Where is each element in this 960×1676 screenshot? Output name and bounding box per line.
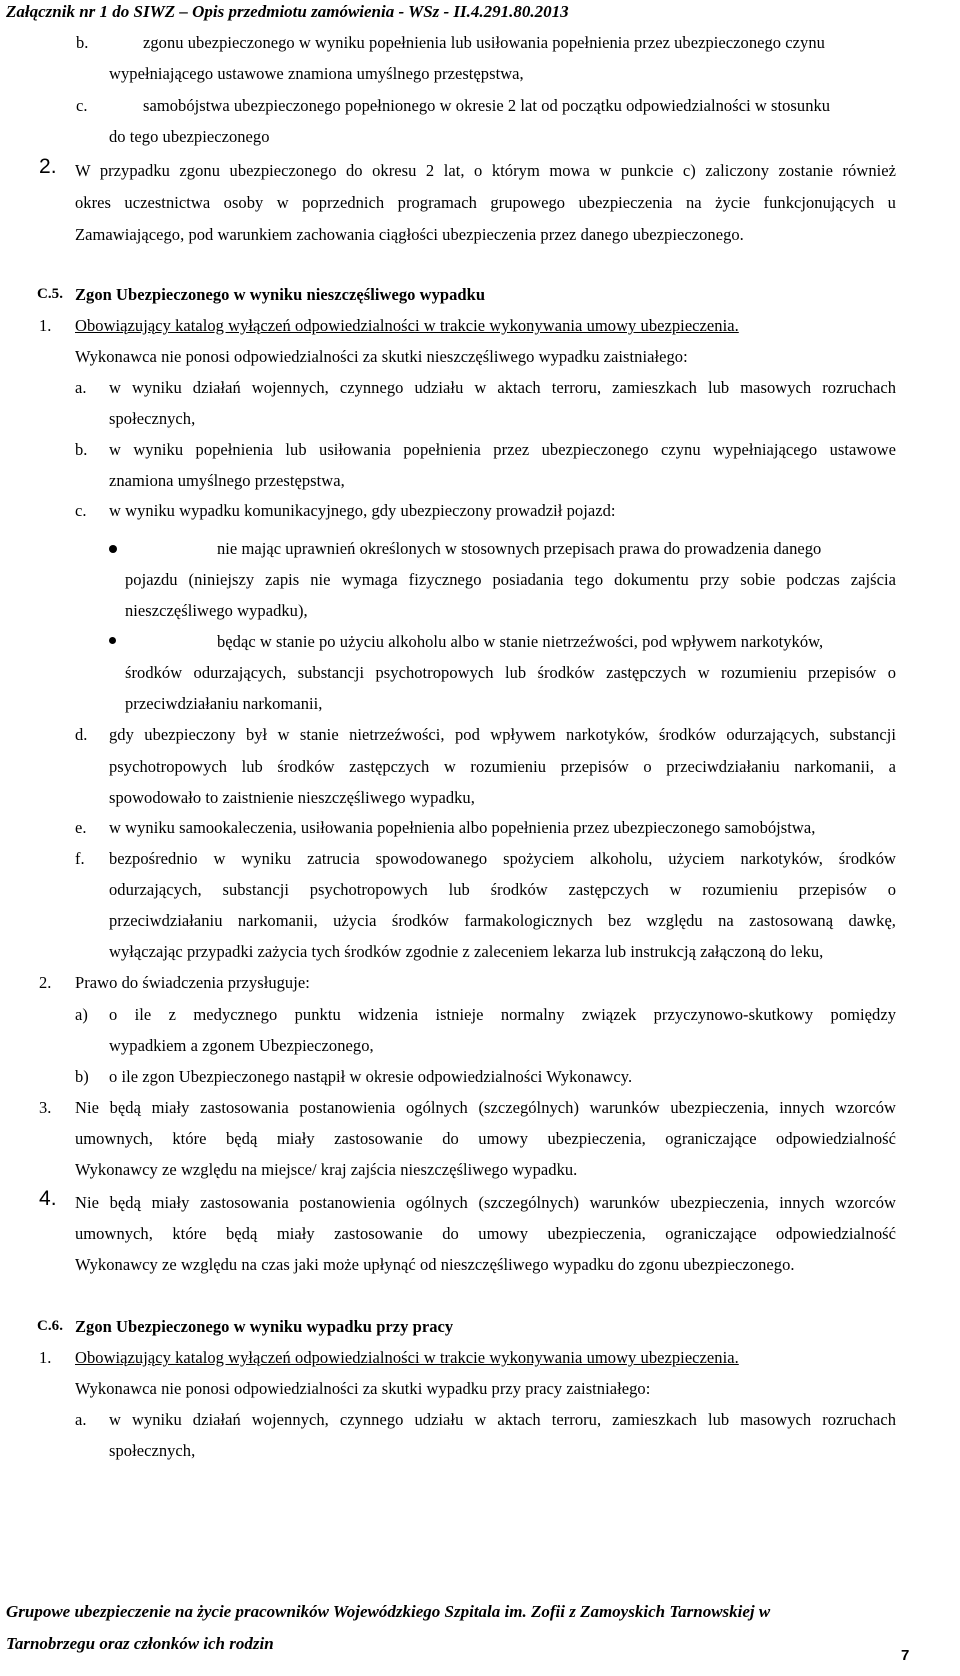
text-line: o ile zgon Ubezpieczonego nastąpił w okresie odpowiedzialności Wykonawcy. xyxy=(109,1067,633,1086)
text-line: w wyniku działań wojennych, czynnego udziału w aktach terroru, zamieszkach lub masowych rozruchach xyxy=(109,378,896,397)
text-line: Wykonawca nie ponosi odpowiedzialności za skutki wypadku przy pracy zaistniałego: xyxy=(75,1379,651,1398)
paragraph-number: 2. xyxy=(39,155,57,178)
text-line: w wyniku wypadku komunikacyjnego, gdy ubezpieczony prowadził pojazd: xyxy=(109,501,616,520)
text-line: nie mając uprawnień określonych w stosownych przepisach prawa do prowadzenia danego xyxy=(217,539,822,558)
list-marker: a. xyxy=(75,1410,87,1429)
text-line: w wyniku działań wojennych, czynnego udziału w aktach terroru, zamieszkach lub masowych rozruchach xyxy=(109,1410,896,1429)
paragraph-number: 3. xyxy=(39,1098,52,1117)
bullet-icon xyxy=(109,545,117,553)
text-line: odurzających, substancji psychotropowych lub środków zastępczych w rozumieniu przepisów o xyxy=(109,880,896,899)
paragraph-title: Obowiązujący katalog wyłączeń odpowiedzialności w trakcie wykonywania umowy ubezpieczenia. xyxy=(75,316,739,335)
list-marker: b) xyxy=(75,1067,89,1086)
text-line: przeciwdziałaniu narkomanii, xyxy=(125,694,323,713)
text-line: okres uczestnictwa osoby w poprzednich programach grupowego ubezpieczenia na życie funkcjonujących u xyxy=(75,193,896,212)
text-line: przeciwdziałaniu narkomanii, użycia środków farmakologicznych bez względu na zastosowaną dawkę, xyxy=(109,911,896,930)
text-line: w wyniku popełnienia lub usiłowania popełnienia przez ubezpieczonego czynu wypełniającego ustawowe xyxy=(109,440,896,459)
text-line: w wyniku samookaleczenia, usiłowania popełnienia albo popełnienia przez ubezpieczonego samobójstwa, xyxy=(109,818,816,837)
paragraph-number: 4. xyxy=(39,1187,57,1210)
page-header: Załącznik nr 1 do SIWZ – Opis przedmiotu zamówienia - WSz - II.4.291.80.2013 xyxy=(6,2,569,21)
text-line: Wykonawca nie ponosi odpowiedzialności za skutki nieszczęśliwego wypadku zaistniałego: xyxy=(75,347,688,366)
text-line: o ile z medycznego punktu widzenia istnieje normalny związek przyczynowo-skutkowy pomiędzy xyxy=(109,1005,896,1024)
text-line: spowodowało to zaistnienie nieszczęśliwego wypadku, xyxy=(109,788,475,807)
text-line: wypadkiem a zgonem Ubezpieczonego, xyxy=(109,1036,374,1055)
text-line: Prawo do świadczenia przysługuje: xyxy=(75,973,310,992)
text-line: bezpośrednio w wyniku zatrucia spowodowanego spożyciem alkoholu, użyciem narkotyków, środków xyxy=(109,849,896,868)
text-line: Nie będą miały zastosowania postanowienia ogólnych (szczególnych) warunków ubezpieczenia, innych wzorców xyxy=(75,1193,896,1212)
paragraph-number: 2. xyxy=(39,973,52,992)
list-marker: f. xyxy=(75,849,85,868)
page-footer: Tarnobrzegu oraz członków ich rodzin xyxy=(6,1634,274,1653)
paragraph-number: 1. xyxy=(39,1348,52,1367)
text-line: do tego ubezpieczonego xyxy=(109,127,270,146)
section-number: C.6. xyxy=(37,1318,64,1334)
text-line: społecznych, xyxy=(109,409,196,428)
text-line: psychotropowych lub środków zastępczych w rozumieniu przepisów o przeciwdziałaniu narkomanii, a xyxy=(109,757,896,776)
text-line: umownych, które będą miały zastosowanie do umowy ubezpieczenia, ograniczające odpowiedzialność xyxy=(75,1129,896,1148)
list-marker: c. xyxy=(75,501,87,520)
text-line: pojazdu (niniejszy zapis nie wymaga fizycznego posiadania tego dokumentu przy sobie podczas zajścia xyxy=(125,570,896,589)
text-line: W przypadku zgonu ubezpieczonego do okresu 2 lat, o którym mowa w punkcie c) zaliczony zostanie również xyxy=(75,161,896,180)
section-title: Zgon Ubezpieczonego w wyniku wypadku przy pracy xyxy=(75,1317,454,1336)
page-footer: Grupowe ubezpieczenie na życie pracowników Wojewódzkiego Szpitala im. Zofii z Zamoyskich Tarnowskiej w xyxy=(6,1602,771,1621)
text-line: Wykonawcy ze względu na czas jaki może upłynąć od nieszczęśliwego wypadku do zgonu ubezpieczonego. xyxy=(75,1255,795,1274)
list-marker: b. xyxy=(76,33,89,52)
list-marker: a) xyxy=(75,1005,88,1024)
list-marker: d. xyxy=(75,725,88,744)
text-line: środków odurzających, substancji psychotropowych lub środków zastępczych w rozumieniu przepisów o xyxy=(125,663,896,682)
text-line: społecznych, xyxy=(109,1441,196,1460)
text-line: Zamawiającego, pod warunkiem zachowania ciągłości ubezpieczenia przez danego ubezpieczonego. xyxy=(75,225,744,244)
text-line: umownych, które będą miały zastosowanie do umowy ubezpieczenia, ograniczające odpowiedzialność xyxy=(75,1224,896,1243)
paragraph-title: Obowiązujący katalog wyłączeń odpowiedzialności w trakcie wykonywania umowy ubezpieczenia. xyxy=(75,1348,739,1367)
paragraph-number: 1. xyxy=(39,316,52,335)
list-marker: b. xyxy=(75,440,88,459)
text-line: wyłączając przypadki zażycia tych środków zgodnie z zaleceniem lekarza lub instrukcją załączoną do leku, xyxy=(109,942,824,961)
text-line: będąc w stanie po użyciu alkoholu albo w stanie nietrzeźwości, pod wpływem narkotyków, xyxy=(217,632,824,651)
list-marker: c. xyxy=(76,96,88,115)
section-title: Zgon Ubezpieczonego w wyniku nieszczęśliwego wypadku xyxy=(75,285,486,304)
page-number: 7 xyxy=(901,1647,910,1664)
section-number: C.5. xyxy=(37,286,64,302)
text-line: znamiona umyślnego przestępstwa, xyxy=(109,471,345,490)
bullet-icon xyxy=(109,637,116,644)
list-marker: e. xyxy=(75,818,87,837)
text-line: nieszczęśliwego wypadku), xyxy=(125,601,308,620)
list-marker: a. xyxy=(75,378,87,397)
text-line: gdy ubezpieczony był w stanie nietrzeźwości, pod wpływem narkotyków, środków odurzających, substancji xyxy=(109,725,896,744)
text-line: Nie będą miały zastosowania postanowienia ogólnych (szczególnych) warunków ubezpieczenia, innych wzorców xyxy=(75,1098,896,1117)
text-line: zgonu ubezpieczonego w wyniku popełnienia lub usiłowania popełnienia przez ubezpieczonego czynu xyxy=(143,33,825,52)
text-line: Wykonawcy ze względu na miejsce/ kraj zajścia nieszczęśliwego wypadku. xyxy=(75,1160,578,1179)
text-line: wypełniającego ustawowe znamiona umyślnego przestępstwa, xyxy=(109,64,524,83)
text-line: samobójstwa ubezpieczonego popełnionego w okresie 2 lat od początku odpowiedzialności w stosunku xyxy=(143,96,831,115)
